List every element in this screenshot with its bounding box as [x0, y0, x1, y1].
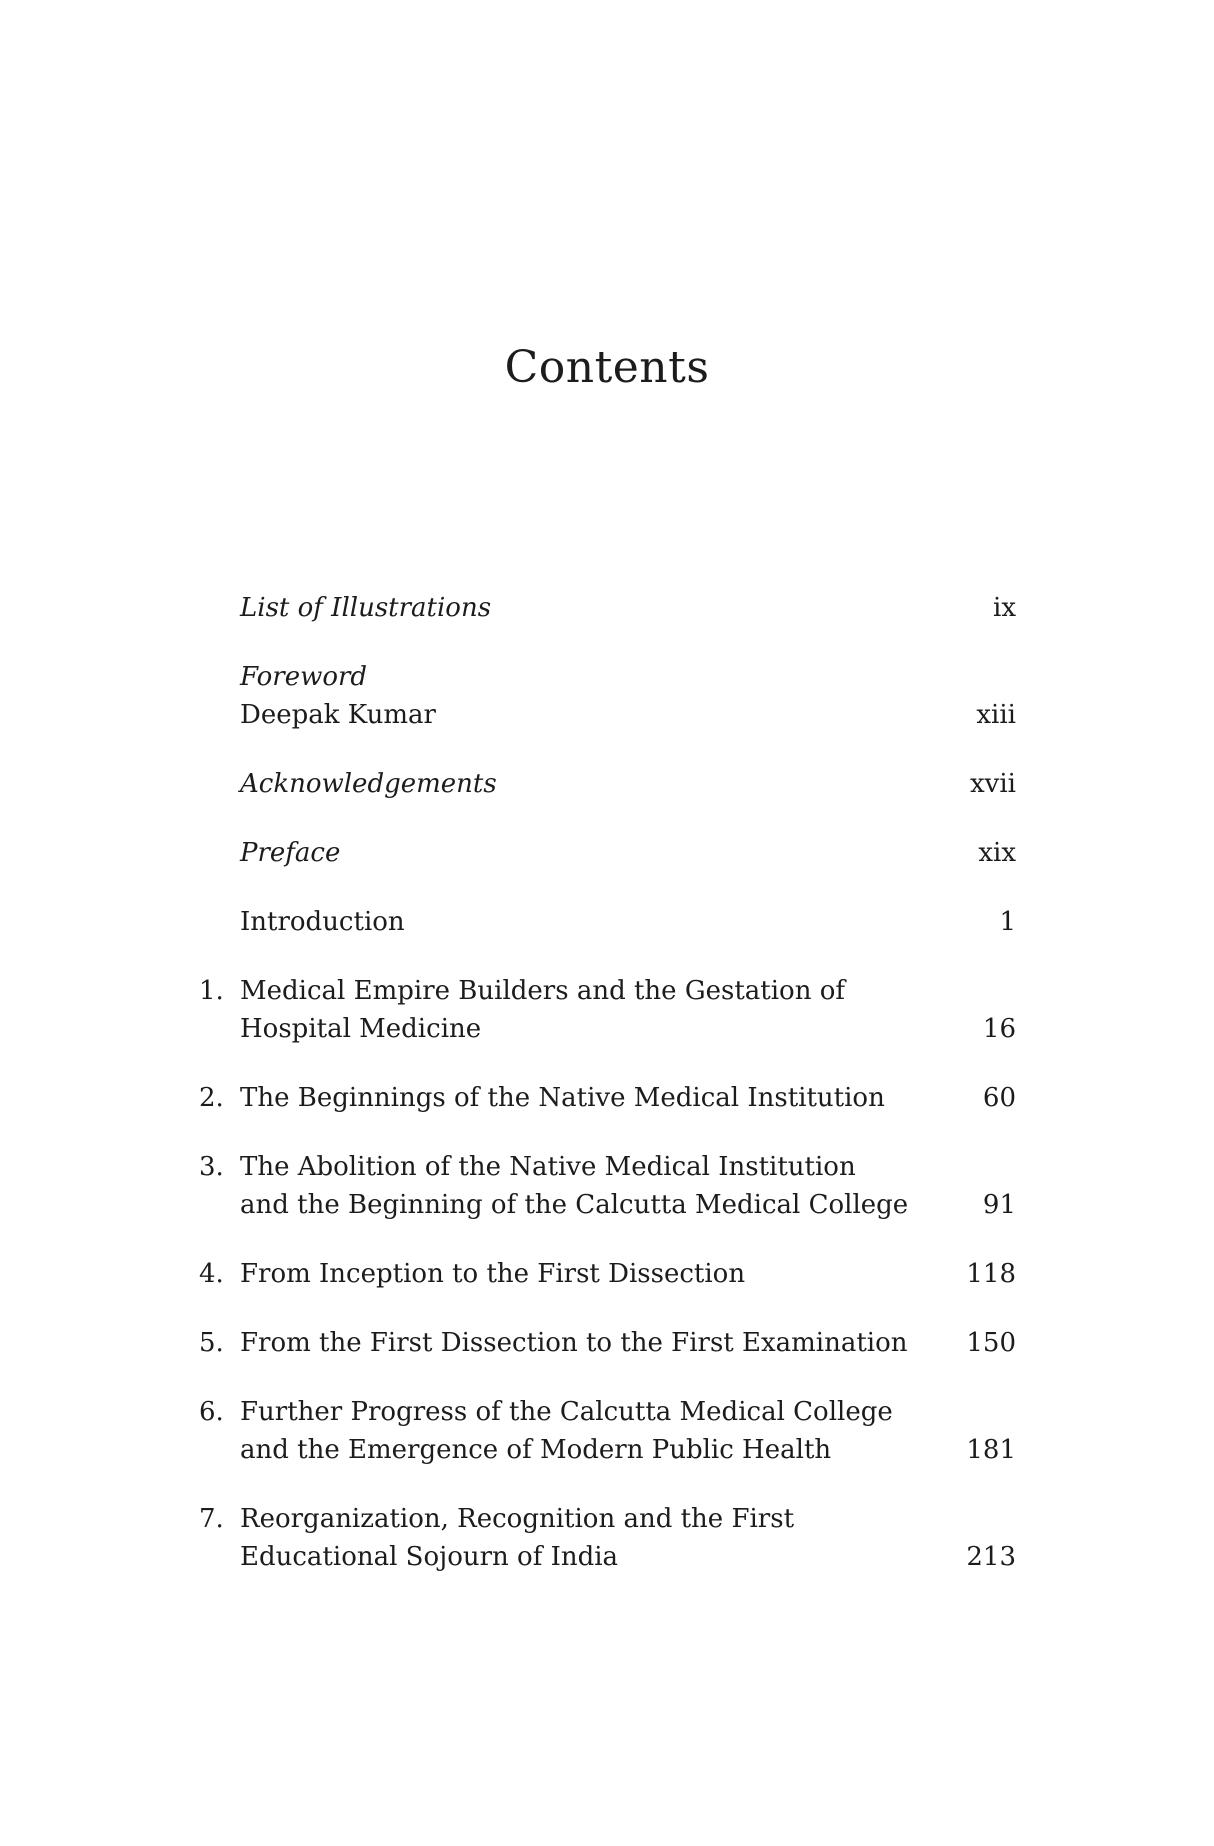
entry-title: [240, 834, 966, 872]
entry-line: List of Illustrations: [240, 593, 492, 623]
entry-line: Deepak Kumar: [240, 700, 436, 730]
toc-entry: [199, 834, 1016, 872]
entry-title: [240, 1079, 971, 1117]
entry-line: From Inception to the First Dissection: [240, 1259, 746, 1289]
toc-entry: [199, 1393, 1016, 1469]
entry-line: Reorganization, Recognition and the First: [240, 1504, 795, 1534]
toc-entry: [199, 972, 1016, 1048]
entry-title: [240, 903, 987, 941]
entry-title: [240, 1393, 954, 1469]
entry-page-number: 1: [999, 907, 1016, 937]
chapter-number: 2.: [199, 1083, 224, 1113]
toc-entry: [199, 658, 1016, 734]
entry-line: The Beginnings of the Native Medical Institution: [240, 1083, 885, 1113]
entry-page-number: ix: [993, 593, 1016, 623]
entry-title: [240, 1324, 954, 1362]
entry-page-number: 150: [966, 1328, 1016, 1358]
entry-page-number: xvii: [970, 769, 1016, 799]
entry-line: From the First Dissection to the First Examination: [240, 1328, 908, 1358]
entry-page-number: 91: [982, 1190, 1016, 1220]
chapter-number: 7.: [199, 1504, 224, 1534]
entry-line: Educational Sojourn of India: [240, 1542, 619, 1572]
chapter-number: 6.: [199, 1397, 224, 1427]
entry-title: [240, 1500, 954, 1576]
entry-title: [240, 765, 958, 803]
entry-line: Introduction: [240, 907, 405, 937]
entry-title: [240, 972, 971, 1048]
toc-entry: [199, 589, 1016, 627]
entry-line: and the Emergence of Modern Public Health: [240, 1435, 832, 1465]
chapter-number: 4.: [199, 1259, 224, 1289]
entry-page-number: 16: [982, 1014, 1016, 1044]
entry-line: Medical Empire Builders and the Gestation of: [240, 976, 845, 1006]
toc-entry: [199, 765, 1016, 803]
entry-page-number: 118: [966, 1259, 1016, 1289]
entry-page-number: xix: [978, 838, 1016, 868]
entry-line: Acknowledgements: [240, 769, 497, 799]
entry-title: [240, 1255, 954, 1293]
chapter-number: 5.: [199, 1328, 224, 1358]
entry-line: Further Progress of the Calcutta Medical College: [240, 1397, 893, 1427]
page-title: Contents: [504, 342, 710, 393]
entry-title: [240, 658, 964, 734]
entry-line: and the Beginning of the Calcutta Medical College: [240, 1190, 909, 1220]
toc-entry: [199, 1148, 1016, 1224]
entry-line: Hospital Medicine: [240, 1014, 482, 1044]
entry-title: [240, 1148, 971, 1224]
entry-line: Foreword: [240, 662, 368, 692]
toc-entry: [199, 1079, 1016, 1117]
table-of-contents: [199, 589, 1016, 1576]
entry-line: The Abolition of the Native Medical Institution: [240, 1152, 856, 1182]
entry-page-number: 181: [966, 1435, 1016, 1465]
entry-page-number: xiii: [976, 700, 1016, 730]
chapter-number: 1.: [199, 976, 224, 1006]
toc-entry: [199, 1255, 1016, 1293]
toc-entry: [199, 1500, 1016, 1576]
chapter-number: 3.: [199, 1152, 224, 1182]
toc-entry: [199, 903, 1016, 941]
toc-entry: [199, 1324, 1016, 1362]
entry-page-number: 60: [982, 1083, 1016, 1113]
entry-title: [240, 589, 981, 627]
entry-line: Preface: [240, 838, 341, 868]
entry-page-number: 213: [966, 1542, 1016, 1572]
